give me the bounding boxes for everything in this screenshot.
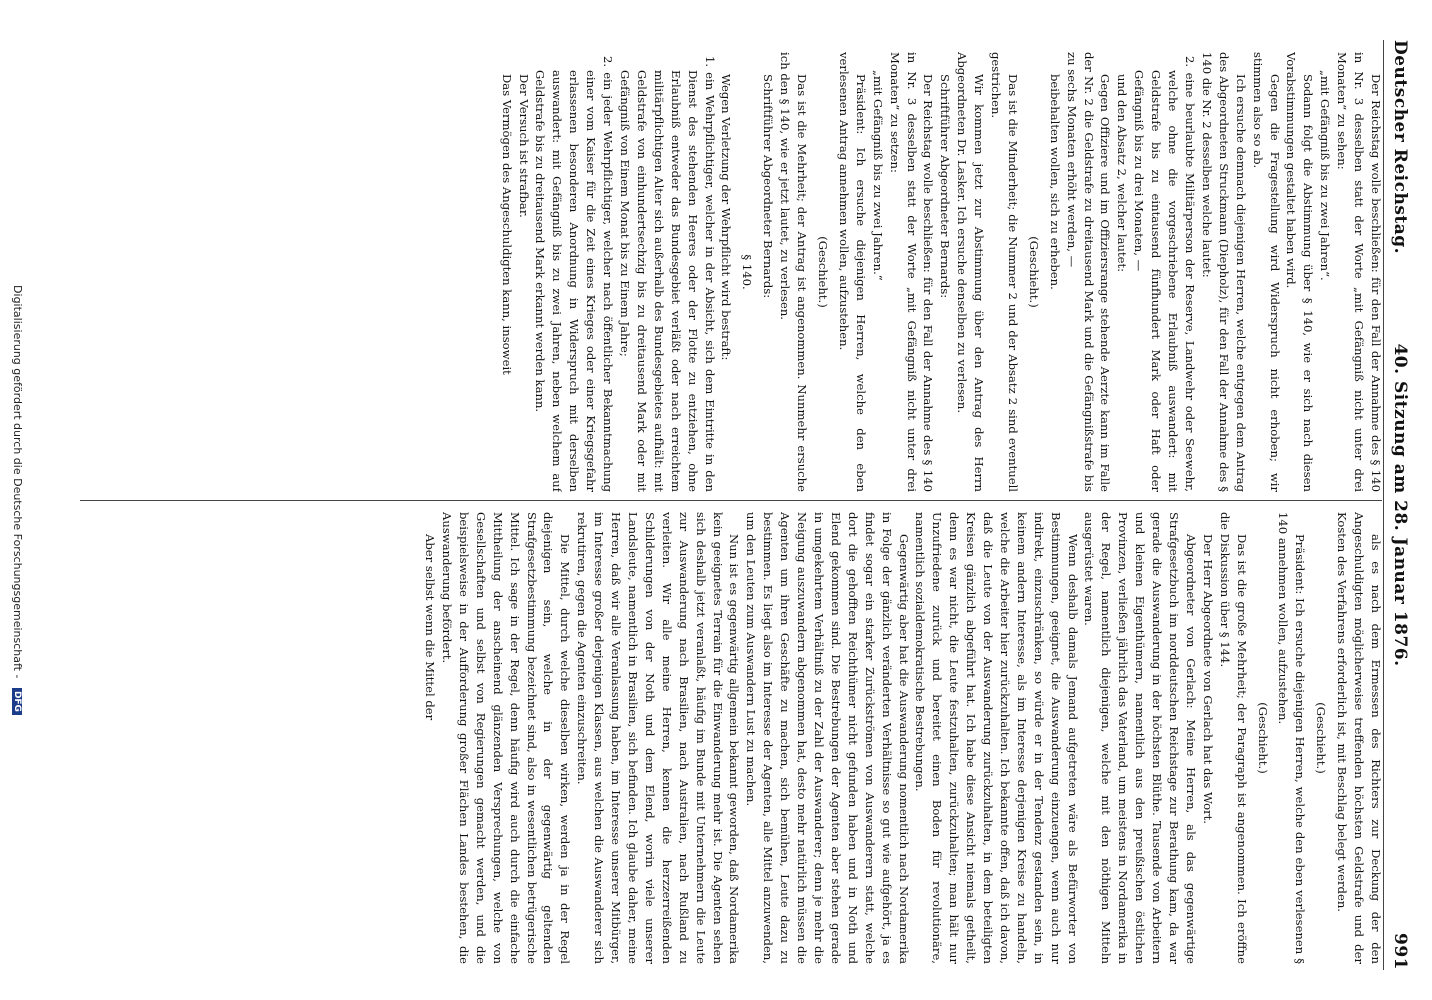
- dfg-logo: DFG: [12, 688, 22, 715]
- left-column-paragraph: „mit Gefängniß bis zu zwei Jahren“.: [1318, 70, 1333, 281]
- left-column-paragraph: Wir kommen jetzt zur Abstimmung über den Antrag des Herrn Abgeordneten Dr. Lasker. Ich ersuche denselben zu verlesen.: [955, 52, 987, 492]
- left-column-paragraph: „mit Gefängniß bis zu zwei Jahren.“: [870, 70, 885, 281]
- right-column-paragraph: Der Herr Abgeordnete von Gerlach hat das Wort.: [1200, 534, 1215, 824]
- left-column-paragraph: beibehalten wollen, sich zu erheben.: [1047, 74, 1062, 290]
- left-column-paragraph: Präsident: Ich ersuche diejenigen Herren, welche den eben verlesenen Antrag annehmen wollen, aufzustehen.: [836, 52, 868, 492]
- left-column-paragraph: Schriftführer Abgeordneter Bernards:: [761, 74, 776, 299]
- left-column-paragraph: Das ist die Minderheit; die Nummer 2 und der Absatz 2 sind eventuell gestrichen.: [989, 52, 1020, 492]
- left-column-paragraph: Der Versuch ist strafbar.: [516, 74, 531, 218]
- left-column-paragraph: Der Reichstag wolle beschließen: für den Fall der Annahme des § 140 in Nr. 3 desselben statt der Worte „mit Gefängniß nicht unter drei Monaten“ zu sehen:: [1335, 52, 1383, 492]
- left-column-paragraph: 2. ein jeder Wehrpflichtiger, welcher nach öffentlicher Bekanntmachung einer vom Kaiser für die Zeit eines Krieges oder einer Kriegsgefahr erlassenen besonderen Anordnung in Widerspruch mit derselben auswandert: mit Gefängniß bis zu zwei Jahren, neben welchem auf Geldstrafe bis zu dreitausend Mark erkannt werden kann.: [533, 56, 616, 492]
- footer-text: Digitalisierung gefördert durch die Deutsche Forschungsgemeinschaft -: [11, 285, 24, 679]
- right-column-paragraph: (Geschieht.): [1314, 702, 1329, 774]
- left-column-paragraph: Schriftführer Abgeordneter Bernards:: [938, 74, 953, 299]
- right-column-paragraph: Nun ist es gegenwärtig allgemein bekannt geworden, daß Nordamerika kein geeignetes Terrain für die Einwanderung mehr ist. Die Agenten sehen sich deshalb jetzt veranlaßt, häufig im Bunde mit Unternehmern die Leute zur Auswanderung nach Brasilien, nach Australien, nach Rußland zu verleiten. Wir alle meine Herren, kennen die herzzerreißenden Schilderungen von der Noth und dem Elend, worin viele unserer Landsleute, namentlich in Brasilien, sich befinden. Ich glaube daher, meine Herren, daß wir alle Veranlassung haben, im Interesse unserer Mitbürger, im Interesse großer derjenigen Klassen, aus welchen die Auswanderer sich rekrutiren, gegen die Agenten einzuschreiten.: [575, 512, 742, 964]
- left-column-paragraph: und den Absatz 2, welcher lautet:: [1115, 74, 1130, 273]
- left-column-paragraph: (Geschieht.): [1026, 236, 1041, 308]
- left-column-paragraph: Ich ersuche demnach diejenigen Herren, welche entgegen dem Antrag des Abgeordneten Struckmann (Diepholz), für den Fall der Annahme des § 140 die Nr. 2 desselben welche lautet:: [1199, 52, 1248, 492]
- right-column-paragraph: Präsident: Ich ersuche diejenigen Herren, welche den eben verlesenen § 140 annehmen wollen, aufzustehen.: [1276, 512, 1308, 964]
- left-column-paragraph: (Geschieht.): [816, 236, 830, 308]
- left-column-paragraph: Der Reichstag wolle beschließen: für den Fall der Annahme des § 140 in Nr. 3 desselben statt der Worte „mit Gefängniß nicht unter drei Monaten“ zu setzen:: [887, 52, 936, 492]
- right-column-paragraph: als es nach dem Ermessen des Richters zur Deckung der den Angeschuldigten möglicherweise treffenden höchsten Geldstrafe und der Kosten des Verfahrens erforderlich ist, mit Beschlag belegt werden.: [1335, 512, 1383, 964]
- right-column-paragraph: Das ist die große Mehrheit; der Paragraph ist angenommen. Ich eröffne die Diskussion über § 144.: [1217, 512, 1249, 964]
- left-column: [76, 52, 1384, 492]
- left-column-paragraph: Sodann folgt die Abstimmung über § 140, wie er sich nach diesen Vorabstimmungen gestaltet haben wird.: [1284, 52, 1316, 492]
- digitization-footer: [4, 0, 24, 1000]
- right-column-paragraph: Aber selbst wenn die Mittel der: [423, 534, 438, 721]
- left-column-paragraph: Gegen Offiziere und im Offiziersrange stehende Aerzte kann im Falle der Nr. 2 die Geldstrafe zu dreitausend Mark und die Gefängnißstrafe bis zu sechs Monaten erhöht werden, —: [1064, 52, 1113, 492]
- left-column-paragraph: 2. eine beurlaubte Militärperson der Reserve, Landwehr oder Seewehr, welche ohne die vorgeschriebene Erlaubniß auswandert: mit Geldstrafe bis zu eintausend fünfhundert Mark oder Haft oder Gefängniß bis zu drei Monaten, —: [1132, 56, 1198, 492]
- page-header: [1384, 40, 1414, 970]
- right-column-paragraph: (Geschieht.): [1255, 702, 1270, 774]
- right-column-paragraph: Abgeordneter von Gerlach: Meine Herren, als das gegenwärtige Strafgesetzbuch im norddeutschen Reichstage zur Berathung kam, da war gerade die Auswanderung in der höchsten Blüthe. Tausende von Arbeitern und kleinen Eigenthümern, namentlich aus den preußischen östlichen Provinzen, verließen jährlich das Vaterland, um meistens in Nordamerika in der Regel, namentlich diejenigen, welche mit den nöthigen Mitteln ausgerüstet waren.: [1082, 512, 1198, 964]
- left-column-paragraph: Gegen die Fragestellung wird Widerspruch nicht erhoben; wir stimmen also so ab.: [1250, 52, 1282, 492]
- left-column-paragraph: Das ist die Mehrheit; der Antrag ist angenommen. Nunmehr ersuche ich den § 140, wie er jetzt lautet, zu verlesen.: [778, 52, 810, 492]
- left-column-paragraph: 1. ein Wehrpflichtiger, welcher in der Absicht, sich dem Eintritte in den Dienst des stehenden Heeres oder der Flotte zu entziehen, ohne Erlaubniß entweder das Bundesgebiet verläßt oder nach erreichtem militärpflichtigen Alter sich außerhalb des Bundesgebietes aufhält: mit Geldstrafe von einhundertsechzig bis zu dreitausend Mark oder mit Gefängniß von Einem Monat bis zu Einem Jahre;: [618, 56, 717, 492]
- column-divider: [80, 500, 1382, 501]
- page-number: 991: [1390, 933, 1410, 970]
- right-column-paragraph: Wenn deshalb damals Jemand aufgetreten wäre als Befürworter von Bestimmungen, geeignet, die Auswanderung einzuengen, wenn auch nur indirekt, einzuschränken, so würde er in der Tendenz gestanden sein, in keinem andern Interesse, als im Interesse derjenigen Kreise zu handeln, welche die Arbeiter hier zurückzuhalten. Ich bekannte offen, daß ich davon, daß die Leute von der Auswanderung zurückzuhalten, in dem beteiligten Kreisen gänzlich abgeführt hat. Ich habe diese Ansicht niemals getheilt, denn es war nicht, die Leute festzuhalten, zurückzuhalten; man hält nur Unzufriedene zurück und bereitet einen Boden für revolutionäre, namentlich sozialdemokratische Bestrebungen.: [913, 512, 1080, 964]
- right-column-paragraph: Die Mittel, durch welche dieselben wirken, werden ja in der Regel diejenigen sein, welche in der gegenwärtig geltenden Strafgesetzbestimmung bezeichnet sind, also in wesentlichen betrügerische Mittel. Ich sage in der Regel, denn häufig wird auch durch die einfache Mittheilung der anscheinend glänzenden Versprechungen, welche von Gesellschaften und selbst von Regierungen gemacht werden, und die beispielsweise in der Aufforderung großer Flächen Landes bestehen, die Auswanderung befördert.: [440, 512, 573, 964]
- header-publication: Deutscher Reichstag.: [1390, 40, 1410, 255]
- header-session: 40. Sitzung am 28. Januar 1876.: [1390, 343, 1410, 667]
- right-column: [76, 512, 1384, 964]
- left-column-paragraph: Wegen Verletzung der Wehrpflicht wird bestraft:: [719, 74, 734, 361]
- left-column-paragraph: § 140.: [740, 254, 755, 290]
- left-column-paragraph: Das Vermögen des Angeschuldigten kann, insoweit: [499, 74, 514, 375]
- right-column-paragraph: Gegenwärtig aber hat die Auswanderung nomentlich nach Nordamerika in Folge der gänzlich veränderten Verhältnisse so gut wie aufgehört, ja es findet sogar ein starker Zurückströmen von Auswanderern statt, welche dort die gehofften Reichthümer nicht gefunden haben und in Noth und Elend gekommen sind. Die Bestrebungen der Agenten aber stehen gerade in umgekehrtem Verhältniß zu der Zahl der Auswanderer; denn je mehr die Neigung auszuwandern abgenommen hat, desto mehr natürlich müssen die Agenten um ihren Geschäfte zu machen, sich bemühen, Leute dazu zu bestimmen. Es liegt also im Interesse der Agenten, alle Mittel anzuwenden, um den Leuten zum Auswandern Lust zu machen.: [744, 512, 911, 964]
